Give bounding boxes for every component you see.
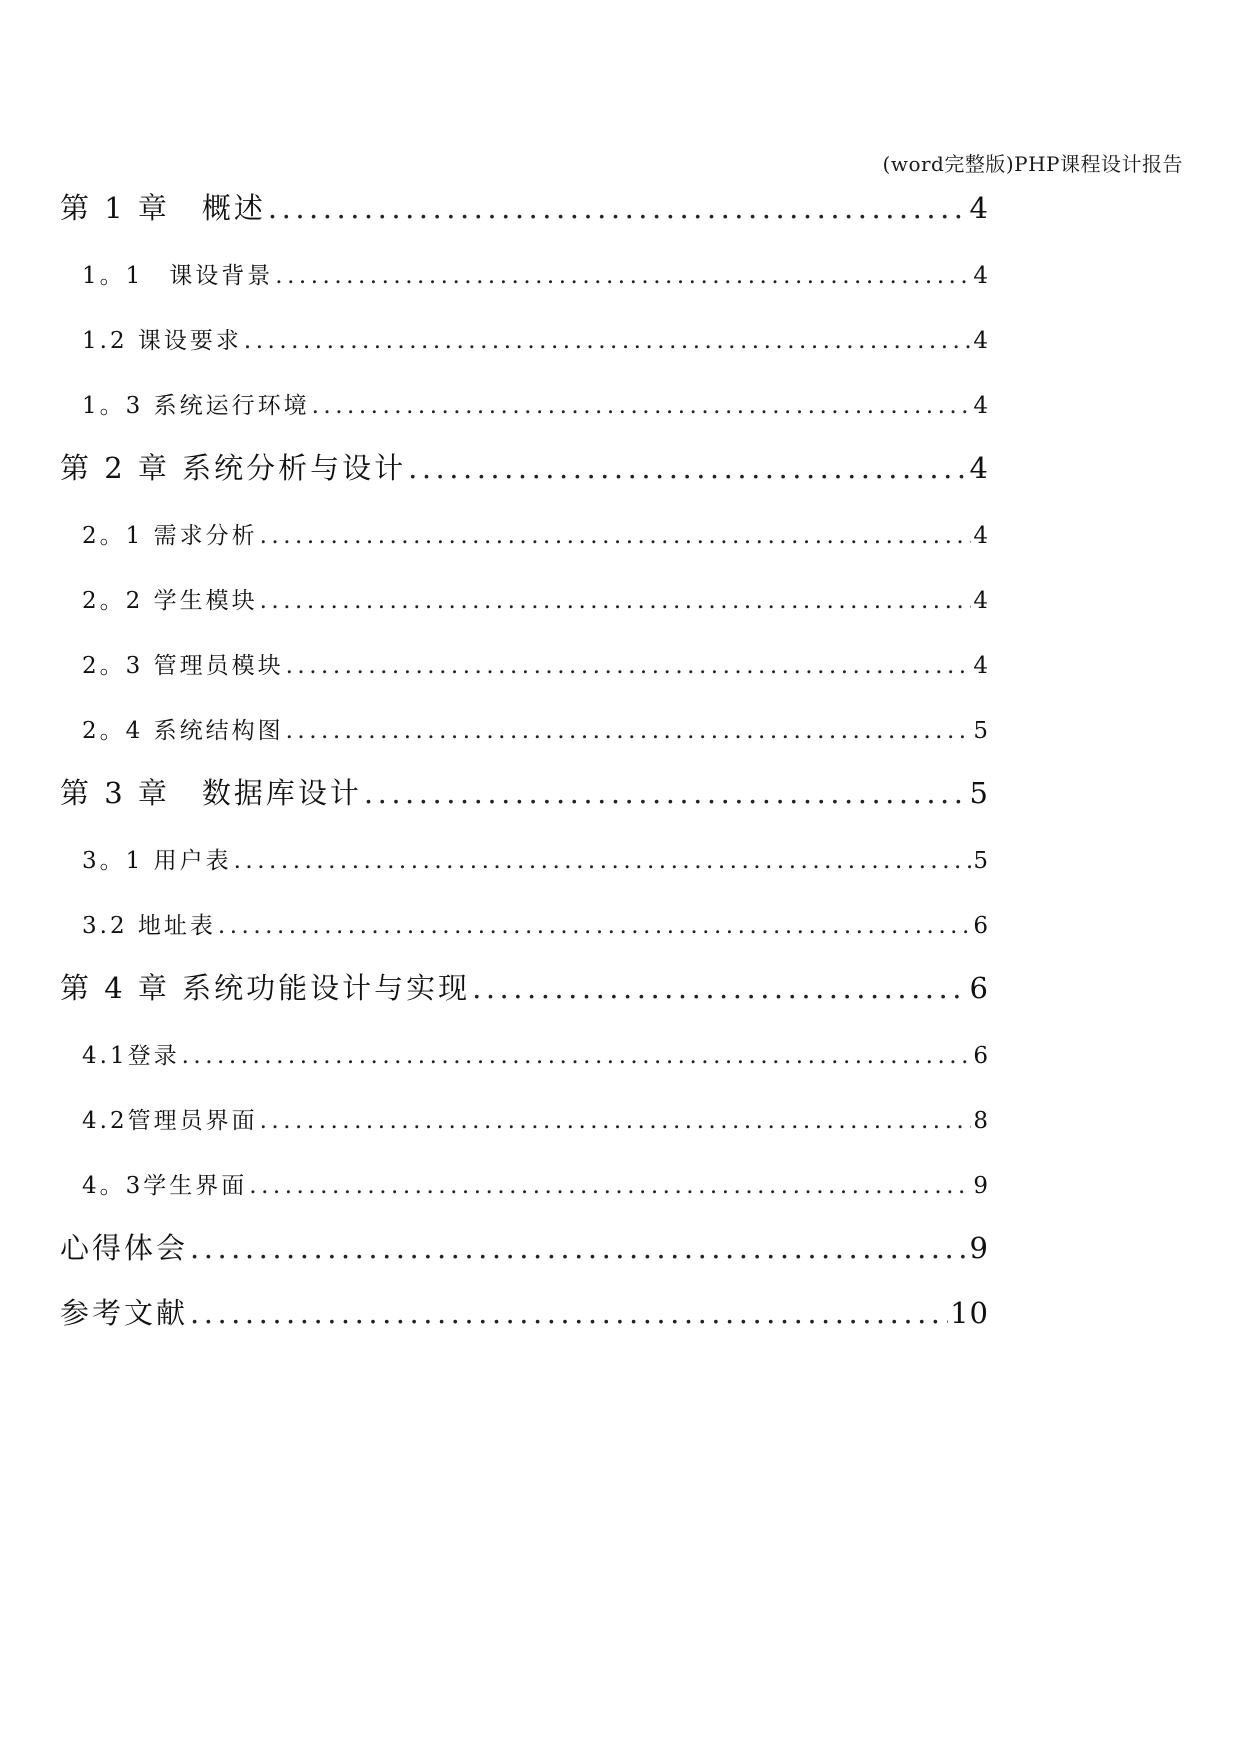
toc-entry-label: 4。3学生界面 (82, 1173, 248, 1199)
toc-page-number: 4 (973, 653, 989, 679)
toc-entry-label: 参考文献 (60, 1296, 189, 1330)
toc-entry-section-4-2[interactable] (82, 1105, 989, 1133)
toc-entry-section-3-1[interactable] (82, 845, 989, 873)
toc-entry-section-1-2[interactable] (82, 325, 989, 353)
toc-dot-leader (286, 720, 972, 743)
toc-page-number: 8 (973, 1108, 989, 1134)
toc-page-number: 5 (973, 718, 989, 744)
toc-dot-leader (190, 1299, 948, 1328)
toc-dot-leader (275, 265, 971, 288)
toc-page-number: 9 (973, 1173, 989, 1199)
toc-dot-leader (249, 1175, 971, 1198)
toc-page-number: 9 (969, 1231, 989, 1265)
toc-entry-references[interactable] (60, 1294, 989, 1328)
toc-dot-leader (364, 779, 968, 808)
toc-entry-label: 2。4 系统结构图 (82, 718, 284, 744)
toc-entry-section-2-4[interactable] (82, 715, 989, 743)
toc-page-number: 5 (969, 776, 989, 810)
toc-dot-leader (190, 1234, 968, 1263)
toc-dot-leader (312, 395, 972, 418)
toc-entry-chapter-3[interactable] (60, 774, 989, 808)
toc-dot-leader (286, 655, 972, 678)
toc-page-number: 4 (973, 328, 989, 354)
toc-entry-label: 3。1 用户表 (82, 848, 232, 874)
toc-entry-label: 2。1 需求分析 (82, 523, 258, 549)
toc-entry-chapter-2[interactable] (60, 449, 989, 483)
toc-entry-label: 3.2 地址表 (82, 913, 216, 939)
toc-page-number: 10 (950, 1296, 989, 1330)
toc-page-number: 4 (969, 451, 989, 485)
toc-page-number: 6 (973, 913, 989, 939)
toc-entry-label: 1.2 课设要求 (82, 328, 242, 354)
toc-dot-leader (234, 850, 972, 873)
toc-entry-section-4-1[interactable] (82, 1040, 989, 1068)
toc-entry-label: 第 1 章 概述 (60, 191, 266, 225)
toc-entry-label: 4.1登录 (82, 1043, 180, 1069)
toc-entry-label: 2。3 管理员模块 (82, 653, 284, 679)
toc-entry-label: 心得体会 (60, 1231, 189, 1265)
toc-entry-label: 第 4 章 系统功能设计与实现 (60, 971, 471, 1005)
toc-entry-section-2-3[interactable] (82, 650, 989, 678)
toc-entry-label: 第 2 章 系统分析与设计 (60, 451, 407, 485)
running-header: (word完整版)PHP课程设计报告 (882, 152, 1183, 176)
toc-entry-label: 第 3 章 数据库设计 (60, 776, 362, 810)
toc-page-number: 6 (973, 1043, 989, 1069)
toc-entry-section-2-1[interactable] (82, 520, 989, 548)
toc-page-number: 5 (973, 848, 989, 874)
toc-entry-chapter-4[interactable] (60, 969, 989, 1003)
toc-page-number: 4 (973, 523, 989, 549)
toc-page-number: 4 (973, 263, 989, 289)
toc-dot-leader (182, 1045, 972, 1068)
toc-page-number: 4 (973, 588, 989, 614)
toc-dot-leader (244, 330, 971, 353)
toc-dot-leader (472, 974, 967, 1003)
toc-entry-section-1-1[interactable] (82, 260, 989, 288)
toc-entry-section-1-3[interactable] (82, 390, 989, 418)
toc-dot-leader (260, 1110, 972, 1133)
toc-entry-section-4-3[interactable] (82, 1170, 989, 1198)
toc-entry-label: 1。3 系统运行环境 (82, 393, 310, 419)
toc-entry-label: 4.2管理员界面 (82, 1108, 258, 1134)
toc-entry-label: 1。1 课设背景 (82, 263, 274, 289)
toc-dot-leader (260, 590, 972, 613)
toc-page-number: 4 (973, 393, 989, 419)
toc-entry-section-2-2[interactable] (82, 585, 989, 613)
toc-entry-reflections[interactable] (60, 1229, 989, 1263)
toc-entry-label: 2。2 学生模块 (82, 588, 258, 614)
toc-dot-leader (218, 915, 971, 938)
toc-entry-section-3-2[interactable] (82, 910, 989, 938)
toc-dot-leader (268, 194, 968, 223)
toc-page-number: 6 (969, 971, 989, 1005)
toc-dot-leader (260, 525, 972, 548)
toc-dot-leader (408, 454, 967, 483)
toc-entry-chapter-1[interactable] (60, 189, 989, 223)
toc-page-number: 4 (969, 191, 989, 225)
